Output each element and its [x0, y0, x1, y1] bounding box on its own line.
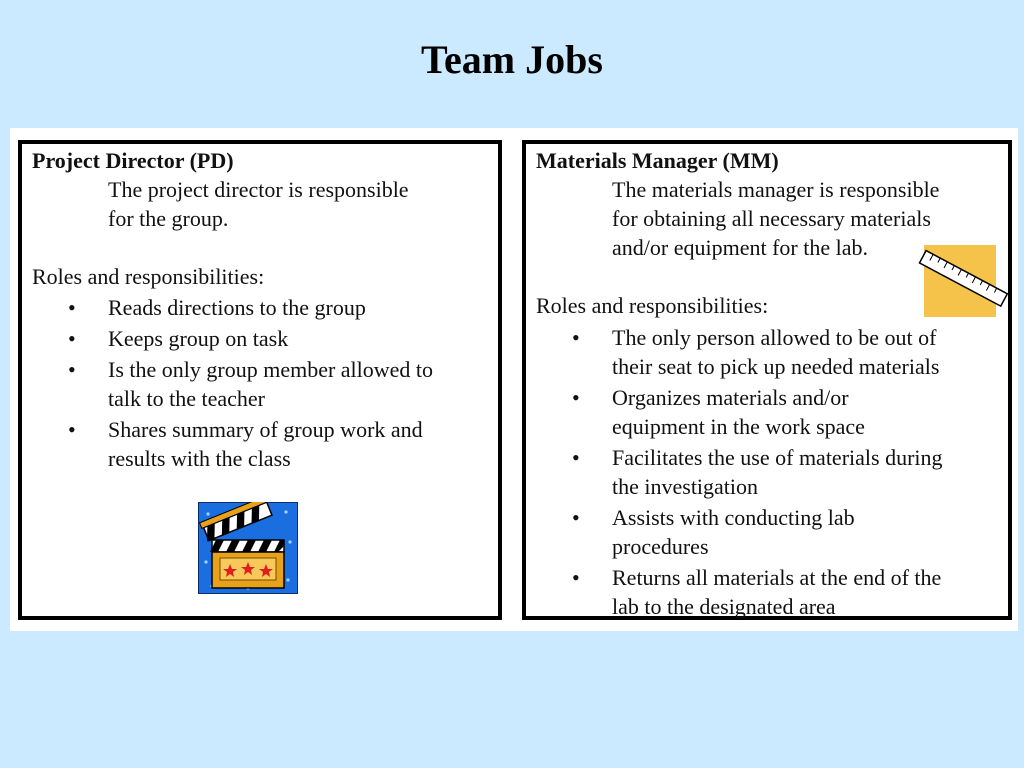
roles-label: Roles and responsibilities:: [536, 293, 769, 318]
list-item: [526, 323, 943, 381]
list-item: [22, 293, 433, 322]
clapperboard-icon: [198, 502, 298, 594]
list-item-line: the investigation: [612, 474, 759, 499]
list-item-line: • Is the only group member allowed to: [108, 357, 434, 382]
list-item: [526, 383, 943, 441]
description-line: and/or equipment for the lab.: [612, 235, 868, 260]
card-title: Materials Manager (MM): [536, 148, 779, 173]
list-item-line: results with the class: [108, 446, 291, 471]
list-item: [526, 443, 943, 501]
ruler-icon: [916, 245, 1008, 321]
card-description: [612, 175, 939, 262]
list-item-line: equipment in the work space: [612, 414, 865, 439]
list-item: [22, 355, 433, 413]
list-item: [526, 503, 943, 561]
materials-manager-card: [522, 140, 1012, 620]
list-item-line: lab to the designated area: [612, 594, 836, 619]
list-item-line: talk to the teacher: [108, 386, 265, 411]
project-director-card: [18, 140, 502, 620]
list-item-line: procedures: [612, 534, 709, 559]
description-line: The project director is responsible: [108, 177, 409, 202]
page-title: Team Jobs: [421, 37, 603, 82]
description-line: The materials manager is responsible: [612, 177, 940, 202]
roles-label: Roles and responsibilities:: [32, 264, 265, 289]
responsibilities-list: [22, 293, 433, 475]
list-item-line: • Facilitates the use of materials during: [612, 445, 943, 470]
list-item-line: • Assists with conducting lab: [612, 505, 855, 530]
slide-content-area: [10, 128, 1018, 631]
list-item-line: • The only person allowed to be out of: [612, 325, 937, 350]
description-line: for obtaining all necessary materials: [612, 206, 931, 231]
list-item-line: • Organizes materials and/or: [612, 385, 849, 410]
description-line: for the group.: [108, 206, 229, 231]
card-description: [108, 175, 409, 233]
list-item-line: • Shares summary of group work and: [108, 417, 423, 442]
list-item-line: • Reads directions to the group: [108, 295, 366, 320]
list-item-line: • Keeps group on task: [108, 326, 289, 351]
list-item: [526, 563, 943, 621]
list-item-line: • Returns all materials at the end of the: [612, 565, 942, 590]
list-item: [22, 415, 433, 473]
list-item: [22, 324, 433, 353]
card-title: Project Director (PD): [32, 148, 234, 173]
list-item-line: their seat to pick up needed materials: [612, 354, 940, 379]
responsibilities-list: [526, 323, 943, 623]
